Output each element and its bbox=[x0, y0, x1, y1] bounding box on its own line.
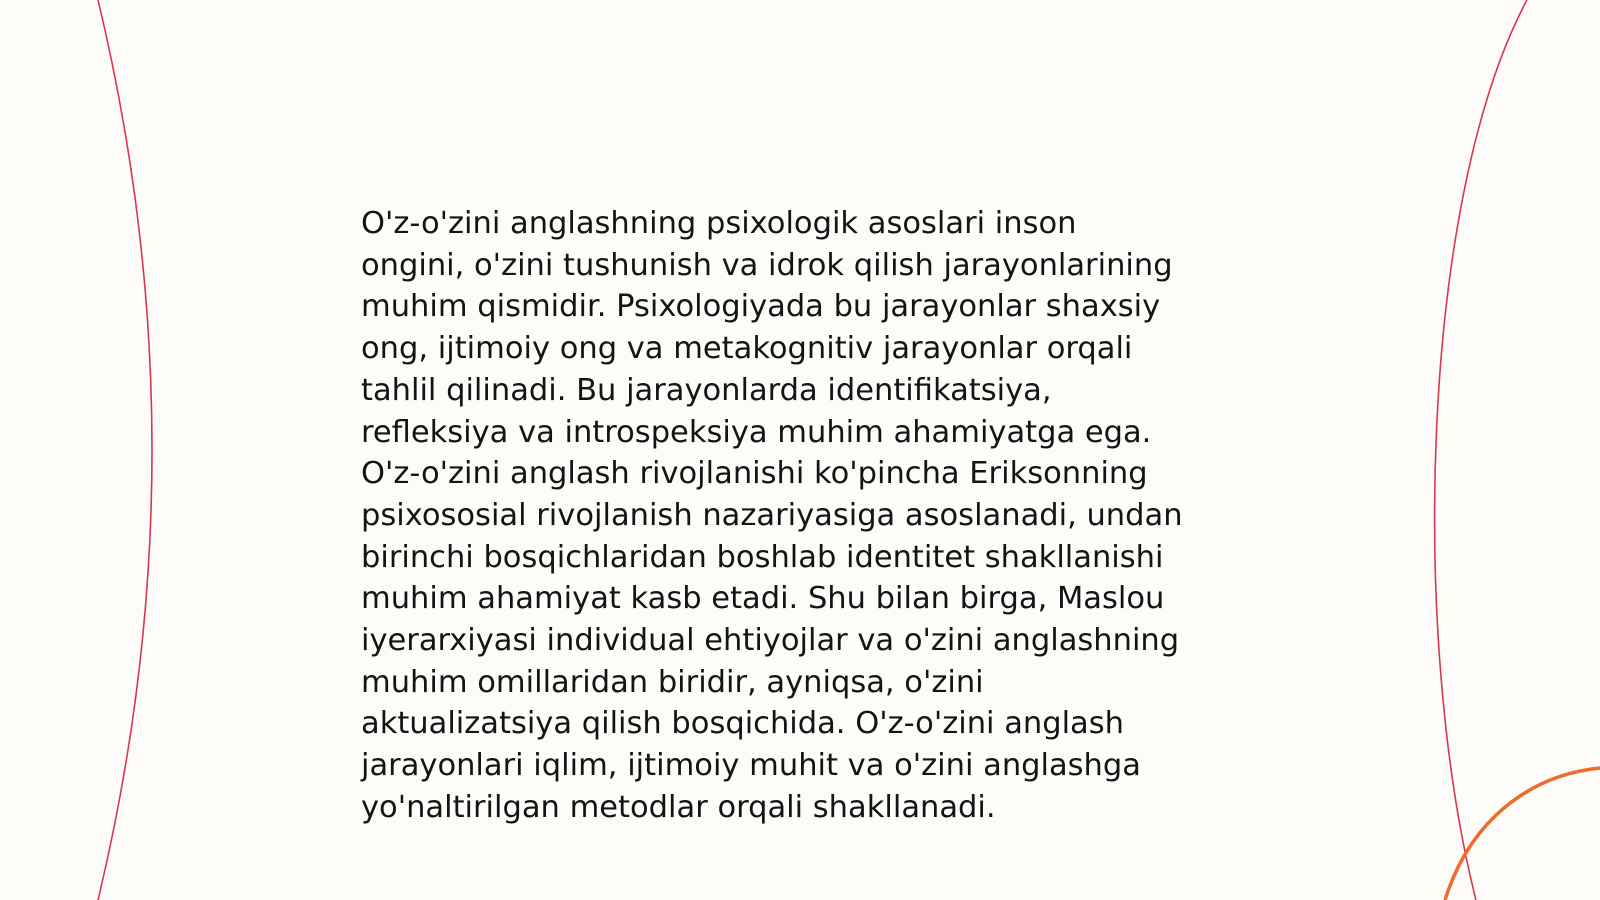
paragraph-line-8: psixososial rivojlanish nazariyasiga asoslanadi, undan bbox=[361, 497, 1183, 533]
left-curve-line bbox=[98, 0, 152, 900]
paragraph-line-4: ong, ijtimoiy ong va metakognitiv jarayonlar orqali bbox=[361, 331, 1133, 367]
paragraph-line-11: iyerarxiyasi individual ehtiyojlar va o'zini anglashning bbox=[361, 623, 1180, 659]
paragraph-line-14: jarayonlari iqlim, ijtimoiy muhit va o'zini anglashga bbox=[361, 748, 1141, 784]
paragraph-line-1: O'z-o'zini anglashning psixologik asoslari inson bbox=[361, 206, 1077, 241]
paragraph-line-13: aktualizatsiya qilish bosqichida. O'z-o'zini anglash bbox=[361, 706, 1124, 742]
paragraph-line-15: yo'naltirilgan metodlar orqali shakllanadi. bbox=[361, 789, 996, 825]
paragraph-line-6: refleksiya va introspeksiya muhim ahamiyatga ega. bbox=[361, 414, 1152, 450]
corner-arc-line bbox=[1445, 768, 1600, 900]
paragraph-line-2: ongini, o'zini tushunish va idrok qilish jarayonlarining bbox=[361, 247, 1173, 283]
paragraph-line-12: muhim omillaridan biridir, ayniqsa, o'zini bbox=[361, 664, 984, 700]
paragraph-line-9: birinchi bosqichlaridan boshlab identitet shakllanishi bbox=[361, 539, 1164, 575]
right-curve-line bbox=[1435, 0, 1527, 900]
paragraph-line-3: muhim qismidir. Psixologiyada bu jarayonlar shaxsiy bbox=[361, 289, 1161, 325]
slide-paragraph bbox=[361, 203, 1261, 829]
paragraph-line-10: muhim ahamiyat kasb etadi. Shu bilan birga, Maslou bbox=[361, 581, 1165, 617]
paragraph-line-5: tahlil qilinadi. Bu jarayonlarda identifikatsiya, bbox=[361, 372, 1052, 408]
paragraph-line-7: O'z-o'zini anglash rivojlanishi ko'pincha Eriksonning bbox=[361, 456, 1148, 492]
